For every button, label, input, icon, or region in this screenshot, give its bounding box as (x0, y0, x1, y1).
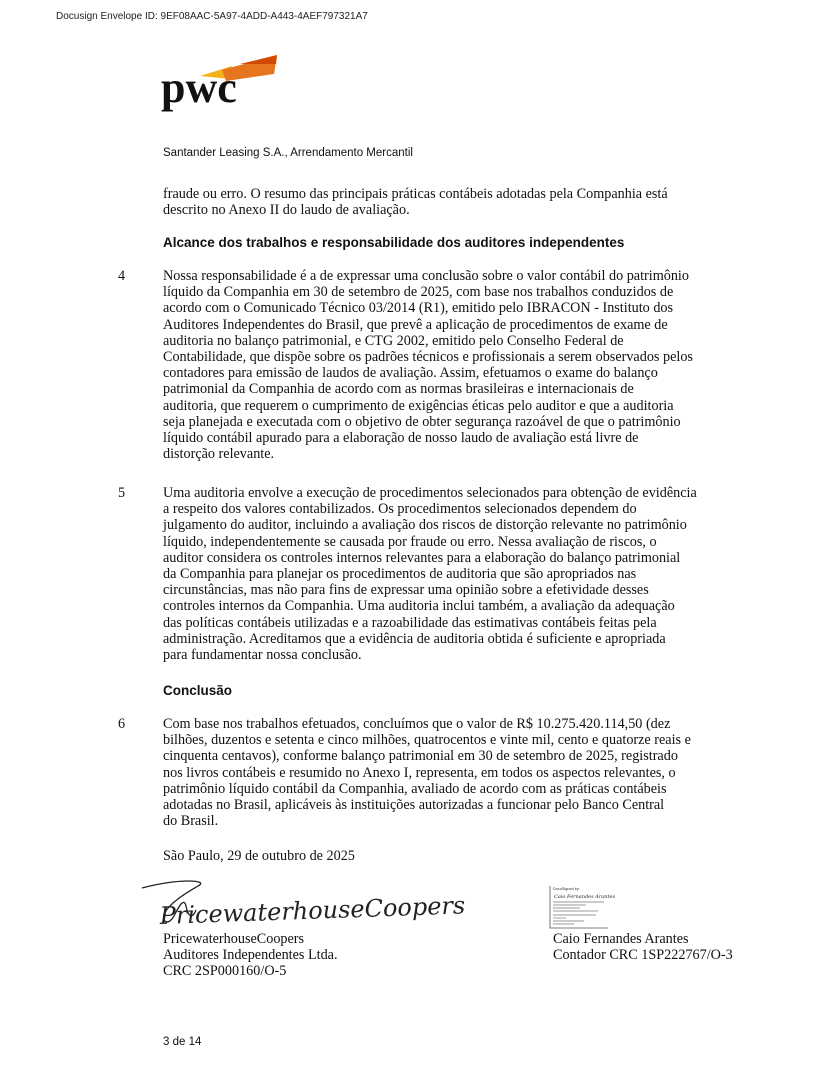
signatory-line: Contador CRC 1SP222767/O-3 (553, 947, 733, 964)
page-number: 3 de 14 (163, 1036, 202, 1048)
intro-paragraph (163, 186, 748, 218)
paragraph-6 (163, 716, 748, 829)
paragraph-4 (163, 268, 748, 462)
logo-red-block (240, 55, 277, 64)
paragraph-line: Contabilidade, que dispõe sobre os padrões técnicos e profissionais a serem observados pelos (163, 349, 693, 366)
paragraph-line: Com base nos trabalhos efetuados, concluímos que o valor de R$ 10.275.420.114,50 (dez (163, 716, 671, 732)
paragraph-line: das políticas contábeis utilizadas e a razoabilidade das estimativas contábeis feitas pela (163, 614, 657, 631)
paragraph-line: cinquenta centavos), conforme balanço patrimonial em 30 de setembro de 2025, registrado (163, 748, 678, 765)
paragraph-line: a respeito dos valores contabilizados. Os procedimentos selecionados dependem do (163, 501, 637, 518)
section-heading-scope: Alcance dos trabalhos e responsabilidade dos auditores independentes (163, 235, 625, 250)
intro-line: descrito no Anexo II do laudo de avaliação. (163, 202, 410, 219)
signatory-line: Caio Fernandes Arantes (553, 931, 689, 947)
intro-line: fraude ou erro. O resumo das principais práticas contábeis adotadas pela Companhia está (163, 186, 668, 202)
docusign-stamp (546, 884, 616, 932)
paragraph-line: líquido, independentemente se causada por fraude ou erro. Nessa avaliação de riscos, o (163, 533, 657, 550)
paragraph-line: bilhões, duzentos e setenta e cinco milhões, quatrocentos e vinte mil, cento e quatorze reais e (163, 732, 691, 749)
paragraph-line: circunstâncias, mas não para fins de expressar uma opinião sobre a efetividade desses (163, 582, 649, 599)
paragraph-line: auditor considera os controles internos relevantes para a elaboração do balanço patrimonial (163, 549, 681, 566)
stamp-frame (550, 886, 608, 928)
paragraph-line: patrimonial da Companhia de acordo com as normas brasileiras e internacionais de (163, 381, 634, 398)
paragraph-line: do Brasil. (163, 813, 219, 830)
paragraph-number-6: 6 (118, 716, 126, 732)
paragraph-5 (163, 485, 748, 663)
paragraph-line: Auditores Independentes do Brasil, que prevê a aplicação de procedimentos de exame de (163, 316, 668, 333)
paragraph-line: administração. Acreditamos que a evidência de auditoria obtida é suficiente e apropriada (163, 630, 666, 647)
pwc-logo (160, 52, 280, 114)
paragraph-line: líquido contábil apurado para a elaboração de nosso laudo de avaliação está livre de (163, 430, 639, 447)
paragraph-line: acordo com o Comunicado Técnico 03/2014 (R1), emitido pelo IBRACON - Instituto dos (163, 300, 674, 317)
date-line: São Paulo, 29 de outubro de 2025 (163, 848, 355, 864)
section-heading-conclusion: Conclusão (163, 683, 233, 698)
paragraph-line: da Companhia para planejar os procedimentos de auditoria que são apropriados nas (163, 566, 637, 583)
paragraph-line: controles internos da Companhia. Uma auditoria inclui também, a avaliação da adequação (163, 598, 675, 615)
paragraph-line: seja planejada e executada com o objetivo de obter segurança razoável de que o patrimônio (163, 413, 681, 430)
paragraph-line: Nossa responsabilidade é a de expressar uma conclusão sobre o valor contábil do patrimônio (163, 268, 689, 284)
signatory-line: CRC 2SP000160/O-5 (163, 963, 287, 980)
paragraph-line: para fundamentar nossa conclusão. (163, 647, 362, 664)
signature-script: PricewaterhouseCoopers (159, 891, 466, 930)
company-name: Santander Leasing S.A., Arrendamento Mercantil (163, 147, 413, 159)
paragraph-line: auditoria no balanço patrimonial, e CTG 2002, emitido pelo Conselho Federal de (163, 332, 624, 349)
paragraph-line: patrimônio líquido contábil da Companhia, avaliado de acordo com as práticas contábeis (163, 780, 667, 797)
paragraph-line: Uma auditoria envolve a execução de procedimentos selecionados para obtenção de evidência (163, 485, 697, 501)
signatory-line: PricewaterhouseCoopers (163, 931, 305, 947)
signatory-line: Auditores Independentes Ltda. (163, 947, 338, 964)
signature-block-right (553, 931, 783, 963)
handwritten-signature-left (140, 876, 466, 934)
paragraph-line: nos livros contábeis e resumido no Anexo I, representa, em todos os aspectos relevantes, o (163, 764, 676, 781)
signature-block-left (163, 931, 423, 980)
paragraph-number-4: 4 (118, 268, 126, 284)
docusign-envelope-id: Docusign Envelope ID: 9EF08AAC-5A97-4ADD-A443-4AEF797321A7 (56, 11, 368, 22)
stamp-signature: Caio Fernandes Arantes (554, 894, 616, 900)
paragraph-line: julgamento do auditor, incluindo a avaliação dos riscos de distorção relevante no patrimônio (163, 517, 687, 534)
stamp-title: DocuSigned by: (553, 887, 580, 891)
paragraph-line: adotadas no Brasil, aplicáveis às instituições autorizadas a funcionar pelo Banco Central (163, 797, 665, 814)
paragraph-line: contadores para emissão de laudos de avaliação. Assim, efetuamos o exame do balanço (163, 365, 658, 382)
paragraph-number-5: 5 (118, 485, 126, 501)
paragraph-line: líquido da Companhia em 30 de setembro de 2025, com base nos trabalhos conduzidos de (163, 284, 674, 301)
paragraph-line: auditoria, que requerem o cumprimento de exigências éticas pelo auditor e que a auditoria (163, 397, 674, 414)
paragraph-line: distorção relevante. (163, 446, 275, 463)
logo-wordmark: pwc (161, 63, 237, 112)
